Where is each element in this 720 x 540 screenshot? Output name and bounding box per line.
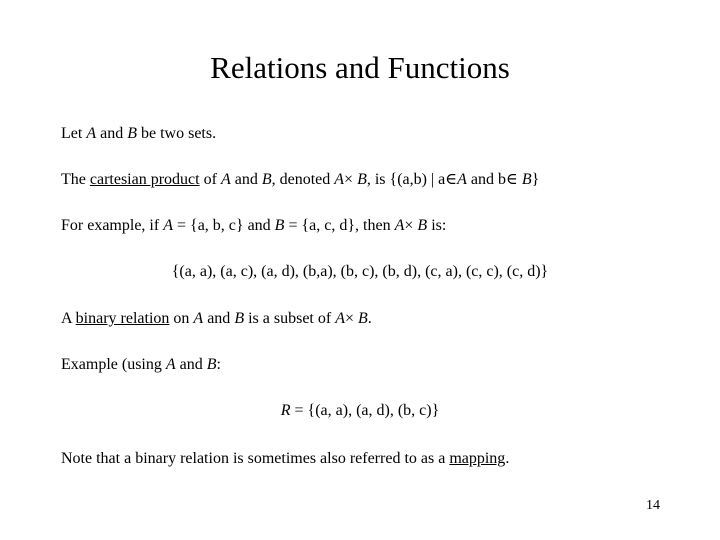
cartesian-product-result: {(a, a), (a, c), (a, d), (b,a), (b, c), (b, d), (c, a), (c, c), (c, d)}	[171, 263, 549, 280]
sets-definition-line: Let A and B be two sets.	[61, 125, 217, 142]
page-number: 14	[646, 498, 660, 513]
slide-title: Relations and Functions	[210, 50, 510, 85]
cartesian-product-term: cartesian product	[89, 171, 200, 188]
example-intro-line: Example (using A and B:	[61, 356, 221, 373]
relation-example: R = {(a, a), (a, d), (b, c)}	[280, 402, 440, 419]
mapping-term: mapping	[449, 450, 506, 467]
binary-relation-definition-line: A binary relation on A and B is a subset of A× B.	[61, 310, 372, 327]
binary-relation-term: binary relation	[75, 310, 170, 327]
example-sets-line: For example, if A = {a, b, c} and B = {a, c, d}, then A× B is:	[61, 217, 447, 234]
cartesian-product-definition-line: The cartesian product of A and B, denoted A× B, is {(a,b) | a∈A and b∈ B}	[61, 171, 540, 188]
mapping-note-line: Note that a binary relation is sometimes also referred to as a mapping.	[61, 450, 510, 467]
